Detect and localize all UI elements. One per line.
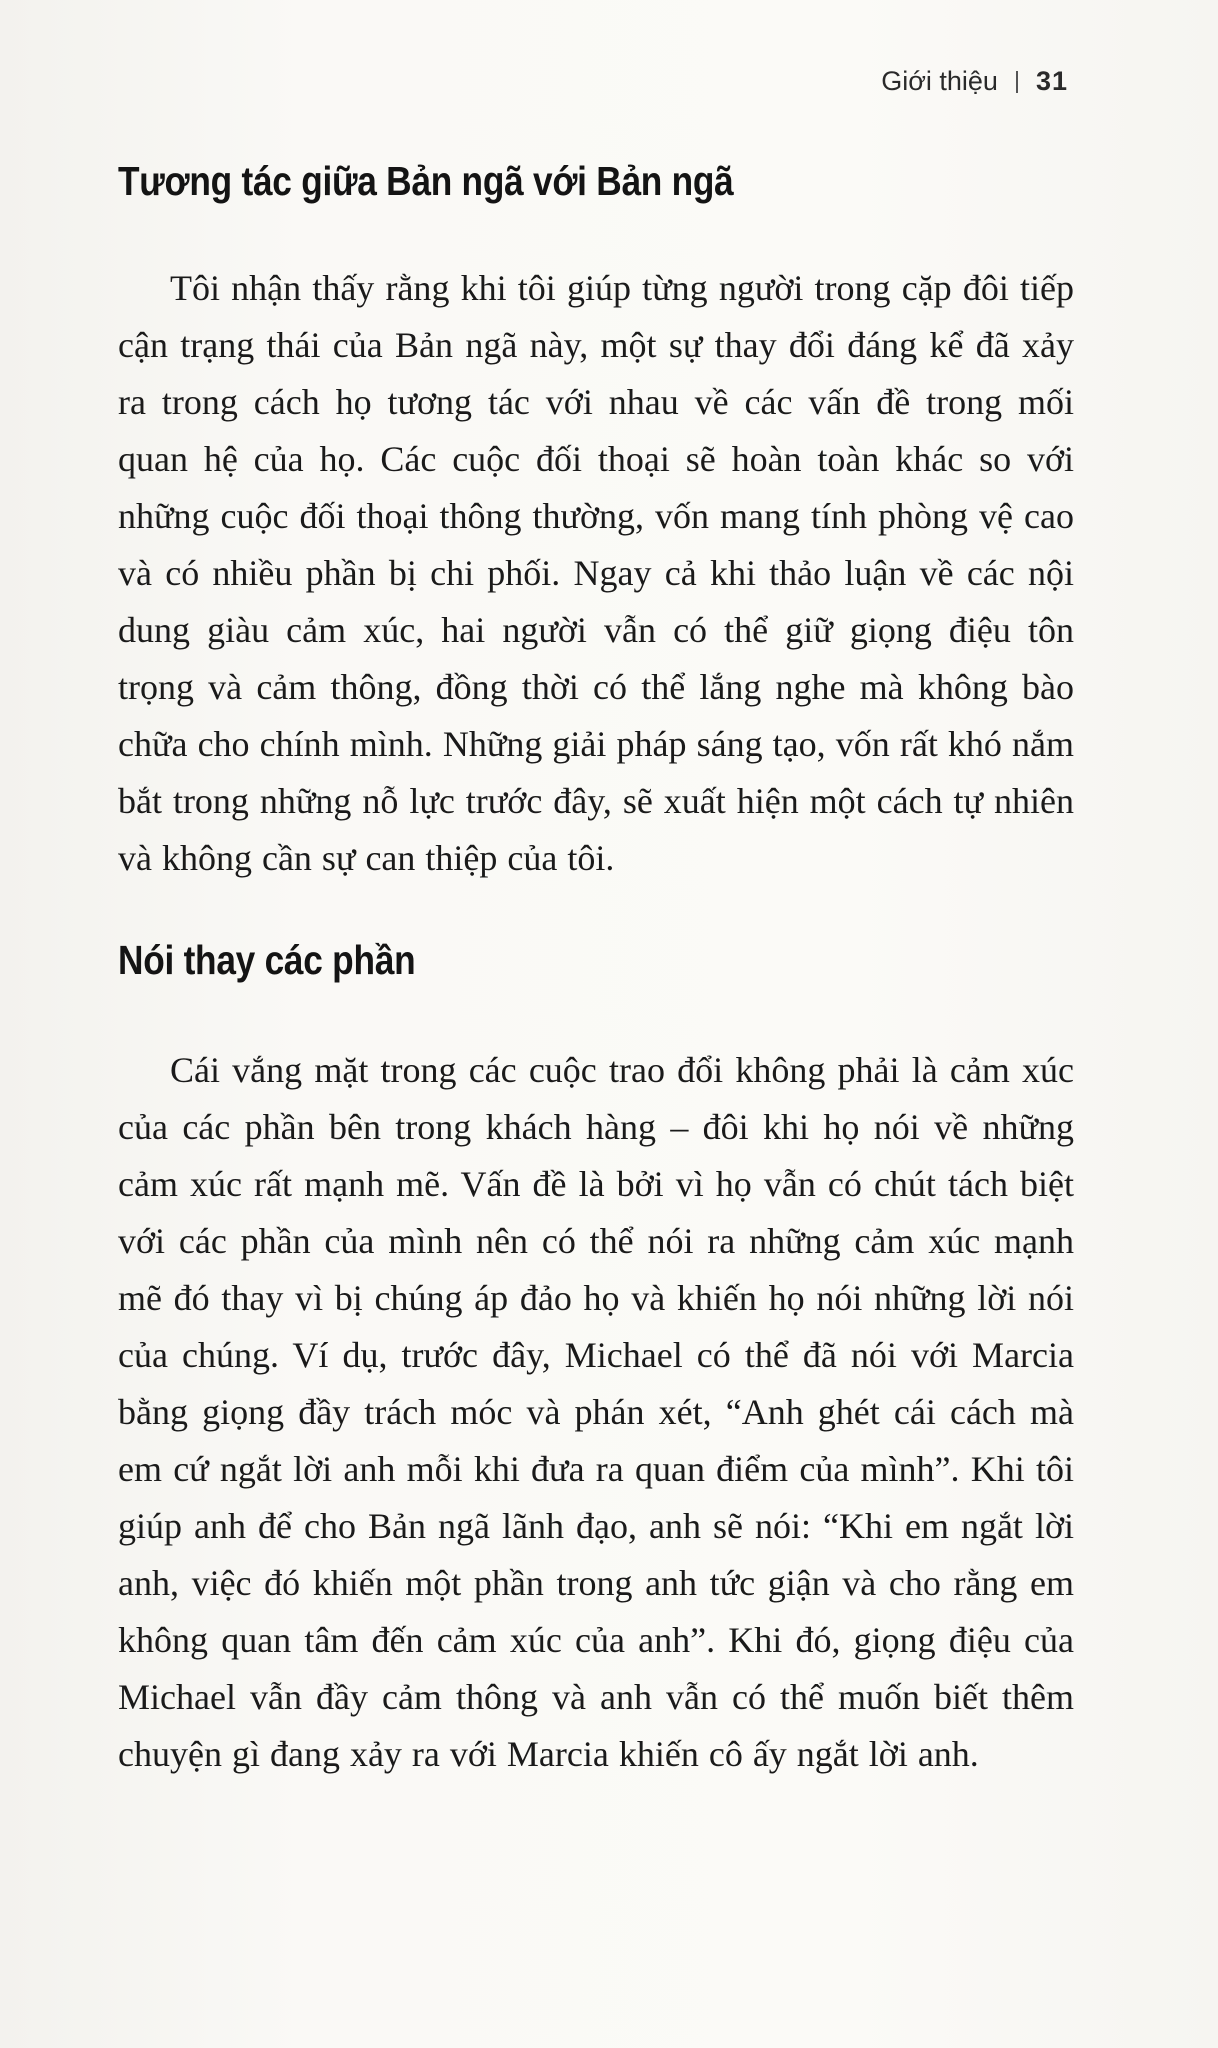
- section-heading: Nói thay các phần: [118, 937, 416, 983]
- header-section-title: Giới thiệu: [881, 66, 998, 96]
- page-content: [118, 150, 1074, 1783]
- body-paragraph: Tôi nhận thấy rằng khi tôi giúp từng người trong cặp đôi tiếp cận trạng thái của Bản ngã này, một sự thay đổi đáng kể đã xảy ra trong cách họ tương tác với nhau về các vấn đề trong mối quan hệ của họ. Các cuộc đối thoại sẽ hoàn toàn khác so với những cuộc đối thoại thông thường, vốn mang tính phòng vệ cao và có nhiều phần bị chi phối. Ngay cả khi thảo luận về các nội dung giàu cảm xúc, hai người vẫn có thể giữ giọng điệu tôn trọng và cảm thông, đồng thời có thể lắng nghe mà không bào chữa cho chính mình. Những giải pháp sáng tạo, vốn rất khó nắm bắt trong những nỗ lực trước đây, sẽ xuất hiện một cách tự nhiên và không cần sự can thiệp của tôi.: [118, 268, 1074, 878]
- section-heading: Tương tác giữa Bản ngã với Bản ngã: [118, 158, 734, 204]
- page-number: 31: [1035, 66, 1068, 96]
- header-separator: [1016, 71, 1018, 93]
- body-paragraph: Cái vắng mặt trong các cuộc trao đổi không phải là cảm xúc của các phần bên trong khách hàng – đôi khi họ nói về những cảm xúc rất mạnh mẽ. Vấn đề là bởi vì họ vẫn có chút tách biệt với các phần của mình nên có thể nói ra những cảm xúc mạnh mẽ đó thay vì bị chúng áp đảo họ và khiến họ nói những lời nói của chúng. Ví dụ, trước đây, Michael có thể đã nói với Marcia bằng giọng đầy trách móc và phán xét, “Anh ghét cái cách mà em cứ ngắt lời anh mỗi khi đưa ra quan điểm của mình”. Khi tôi giúp anh để cho Bản ngã lãnh đạo, anh sẽ nói: “Khi em ngắt lời anh, việc đó khiến một phần trong anh tức giận và cho rằng em không quan tâm đến cảm xúc của anh”. Khi đó, giọng điệu của Michael vẫn đầy cảm thông và anh vẫn có thể muốn biết thêm chuyện gì đang xảy ra với Marcia khiến cô ấy ngắt lời anh.: [118, 1050, 1074, 1774]
- running-header: [881, 66, 1068, 97]
